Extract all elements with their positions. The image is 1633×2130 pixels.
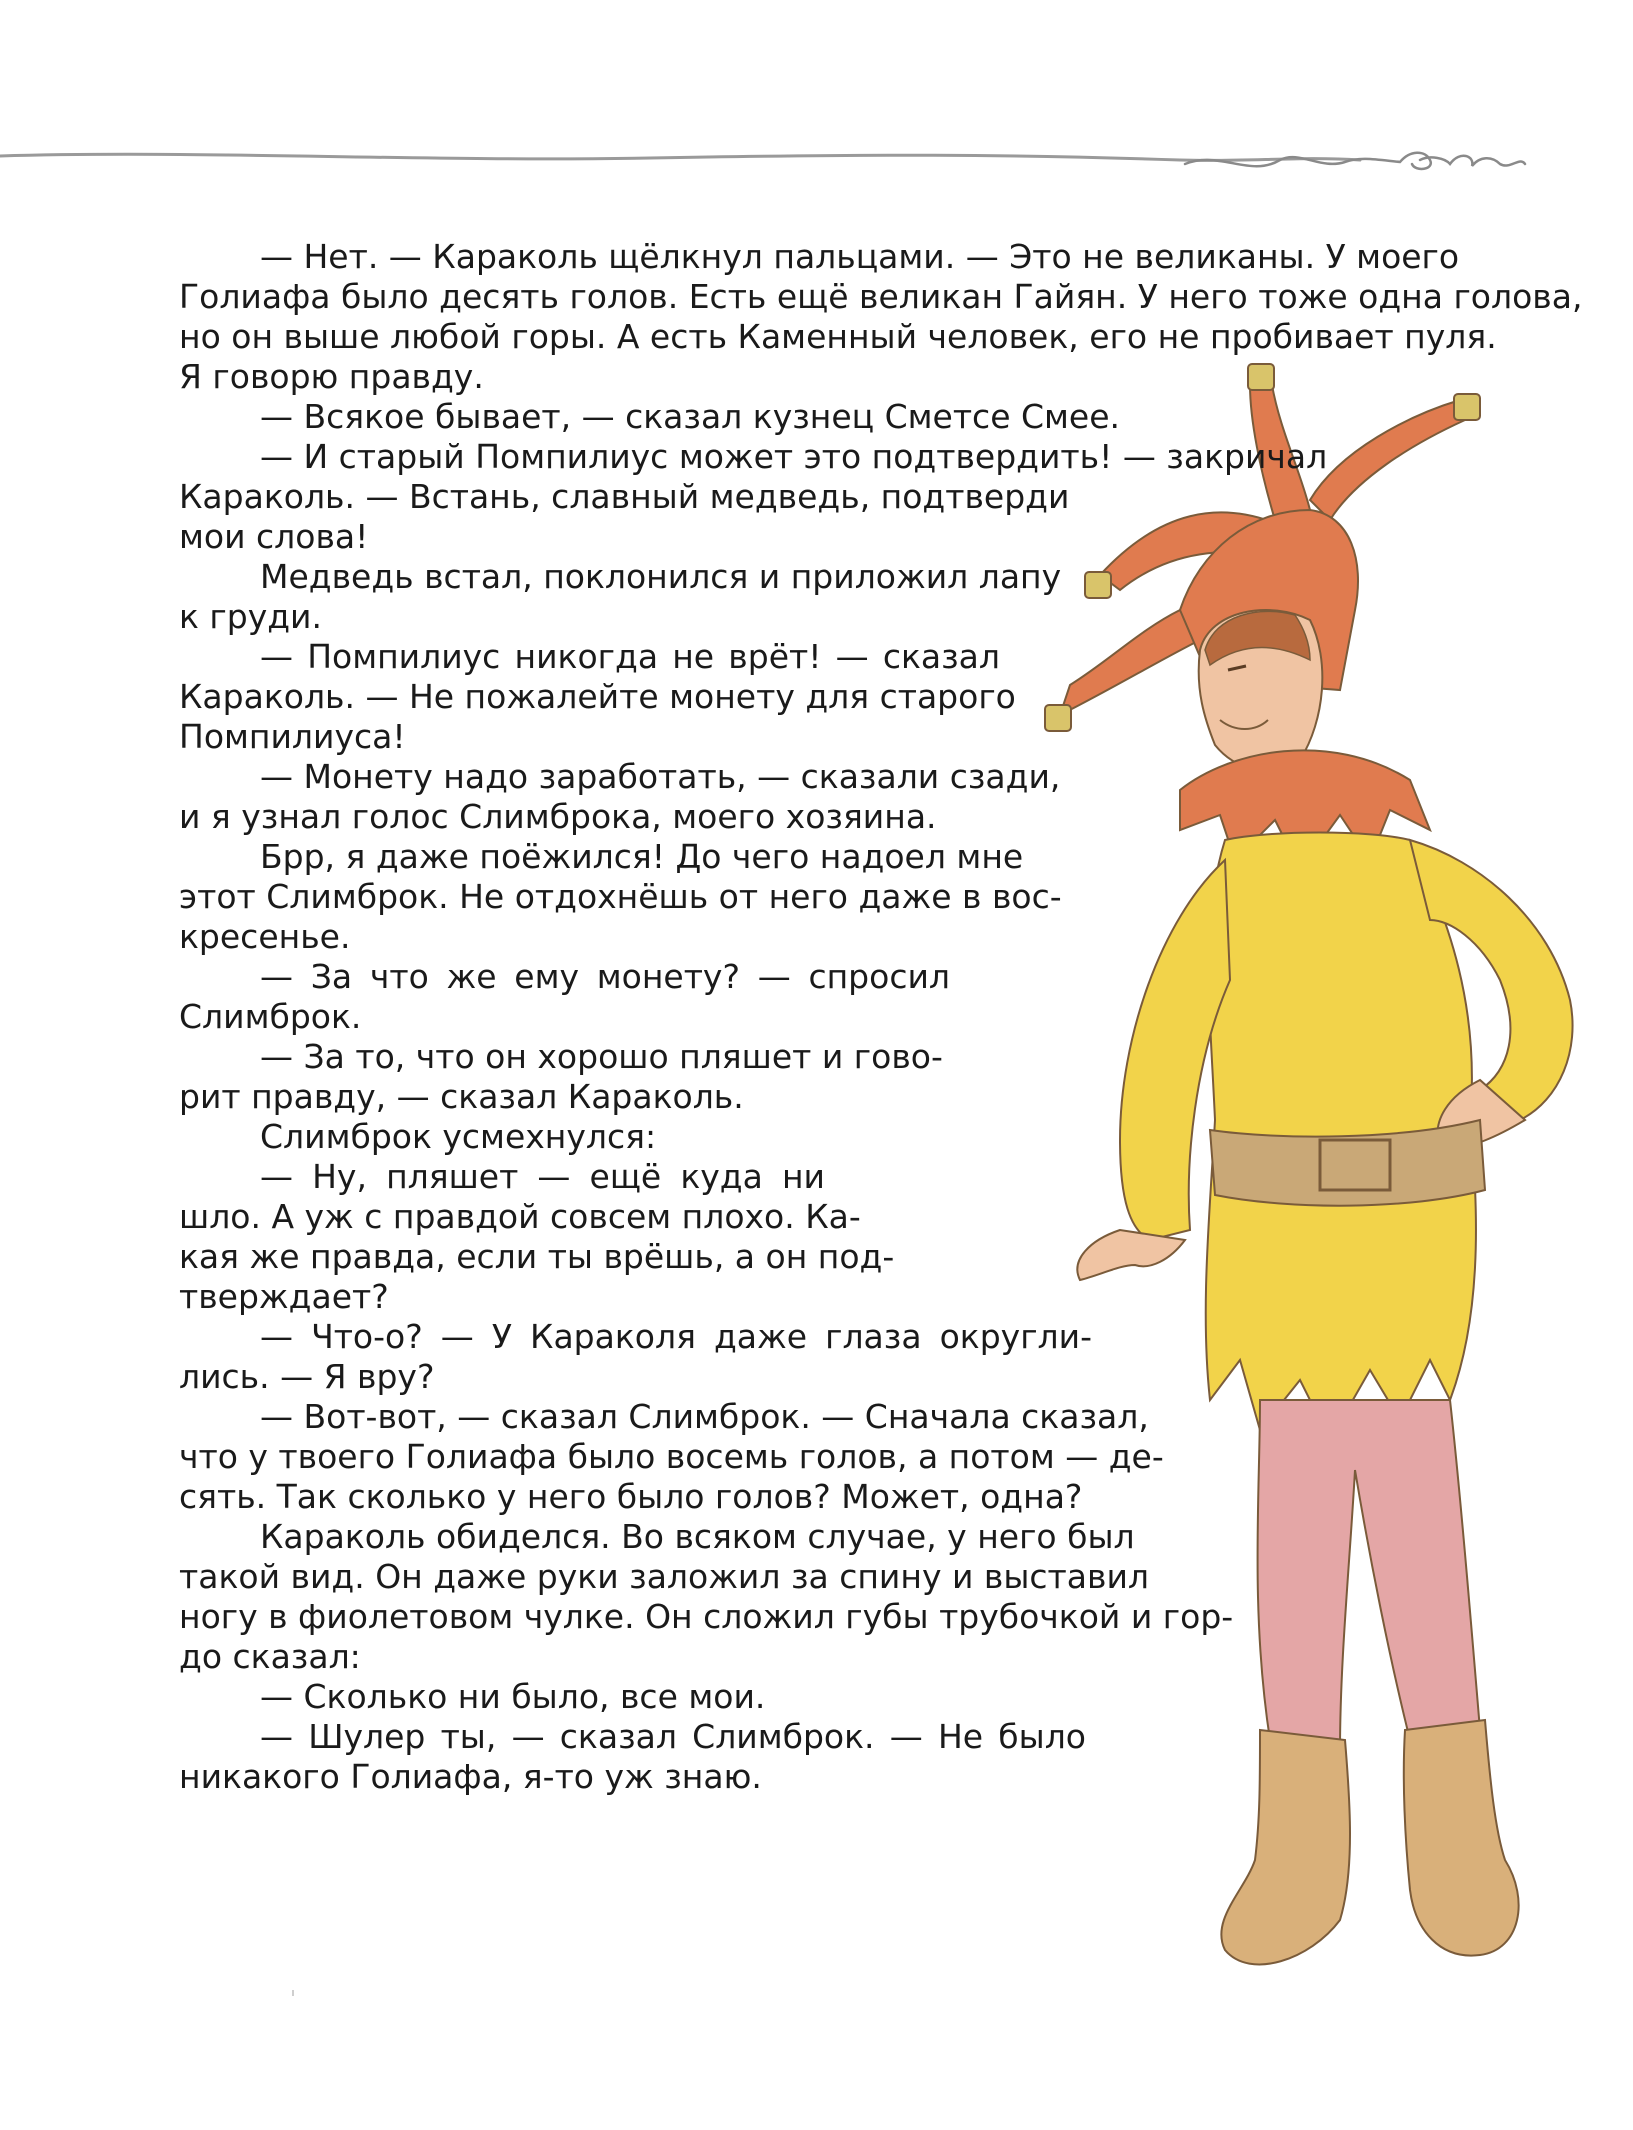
text-line: Караколь обиделся. Во всяком случае, у него был	[260, 1517, 1135, 1556]
text-line: до сказал:	[179, 1637, 361, 1676]
text-line: кресенье.	[179, 917, 351, 956]
text-line: — И старый Помпилиус может это подтвердить! — закричал	[260, 437, 1328, 476]
text-line: — Шулер ты, — сказал Слимброк. — Не было	[260, 1717, 1086, 1756]
text-line: тверждает?	[179, 1277, 389, 1316]
text-line: — Монету надо заработать, — сказали сзади,	[260, 757, 1061, 796]
text-line: сять. Так сколько у него было голов? Может, одна?	[179, 1477, 1083, 1516]
text-line: — Помпилиус никогда не врёт! — сказал	[260, 637, 1000, 676]
text-line: что у твоего Голиафа было восемь голов, а потом — де-	[179, 1437, 1164, 1476]
text-line: но он выше любой горы. А есть Каменный человек, его не пробивает пуля.	[179, 317, 1497, 356]
text-line: — Ну, пляшет — ещё куда ни	[260, 1157, 825, 1196]
text-line: — Всякое бывает, — сказал кузнец Сметсе Смее.	[260, 397, 1121, 436]
text-line: — Вот-вот, — сказал Слимброк. — Сначала сказал,	[260, 1397, 1149, 1436]
text-line: Караколь. — Не пожалейте монету для старого	[179, 677, 1016, 716]
text-line: к груди.	[179, 597, 322, 636]
text-line: — Нет. — Караколь щёлкнул пальцами. — Это не великаны. У моего	[260, 237, 1460, 276]
text-line: лись. — Я вру?	[179, 1357, 435, 1396]
text-line: рит правду, — сказал Караколь.	[179, 1077, 744, 1116]
text-line: Помпилиуса!	[179, 717, 406, 756]
page-mark	[292, 1990, 294, 1996]
text-line: мои слова!	[179, 517, 369, 556]
text-line: Брр, я даже поёжился! До чего надоел мне	[260, 837, 1024, 876]
text-line: никакого Голиафа, я-то уж знаю.	[179, 1757, 762, 1796]
text-line: Слимброк усмехнулся:	[260, 1117, 657, 1156]
text-line: Слимброк.	[179, 997, 362, 1036]
text-line: Я говорю правду.	[179, 357, 484, 396]
text-line: шло. А уж с правдой совсем плохо. Ка-	[179, 1197, 861, 1236]
text-line: ногу в фиолетовом чулке. Он сложил губы трубочкой и гор-	[179, 1597, 1234, 1636]
text-line: и я узнал голос Слимброка, моего хозяина.	[179, 797, 937, 836]
text-line: этот Слимброк. Не отдохнёшь от него даже в вос-	[179, 877, 1062, 916]
text-line: — За то, что он хорошо пляшет и гово-	[260, 1037, 943, 1076]
text-line: кая же правда, если ты врёшь, а он под-	[179, 1237, 895, 1276]
text-line: Караколь. — Встань, славный медведь, подтверди	[179, 477, 1070, 516]
text-line: Голиафа было десять голов. Есть ещё великан Гайян. У него тоже одна голова,	[179, 277, 1583, 316]
text-line: Медведь встал, поклонился и приложил лапу	[260, 557, 1062, 596]
text-line: — За что же ему монету? — спросил	[260, 957, 950, 996]
text-line: — Что-о? — У Караколя даже глаза округли-	[260, 1317, 1092, 1356]
text-line: такой вид. Он даже руки заложил за спину и выставил	[179, 1557, 1149, 1596]
text-line: — Сколько ни было, все мои.	[260, 1677, 766, 1716]
